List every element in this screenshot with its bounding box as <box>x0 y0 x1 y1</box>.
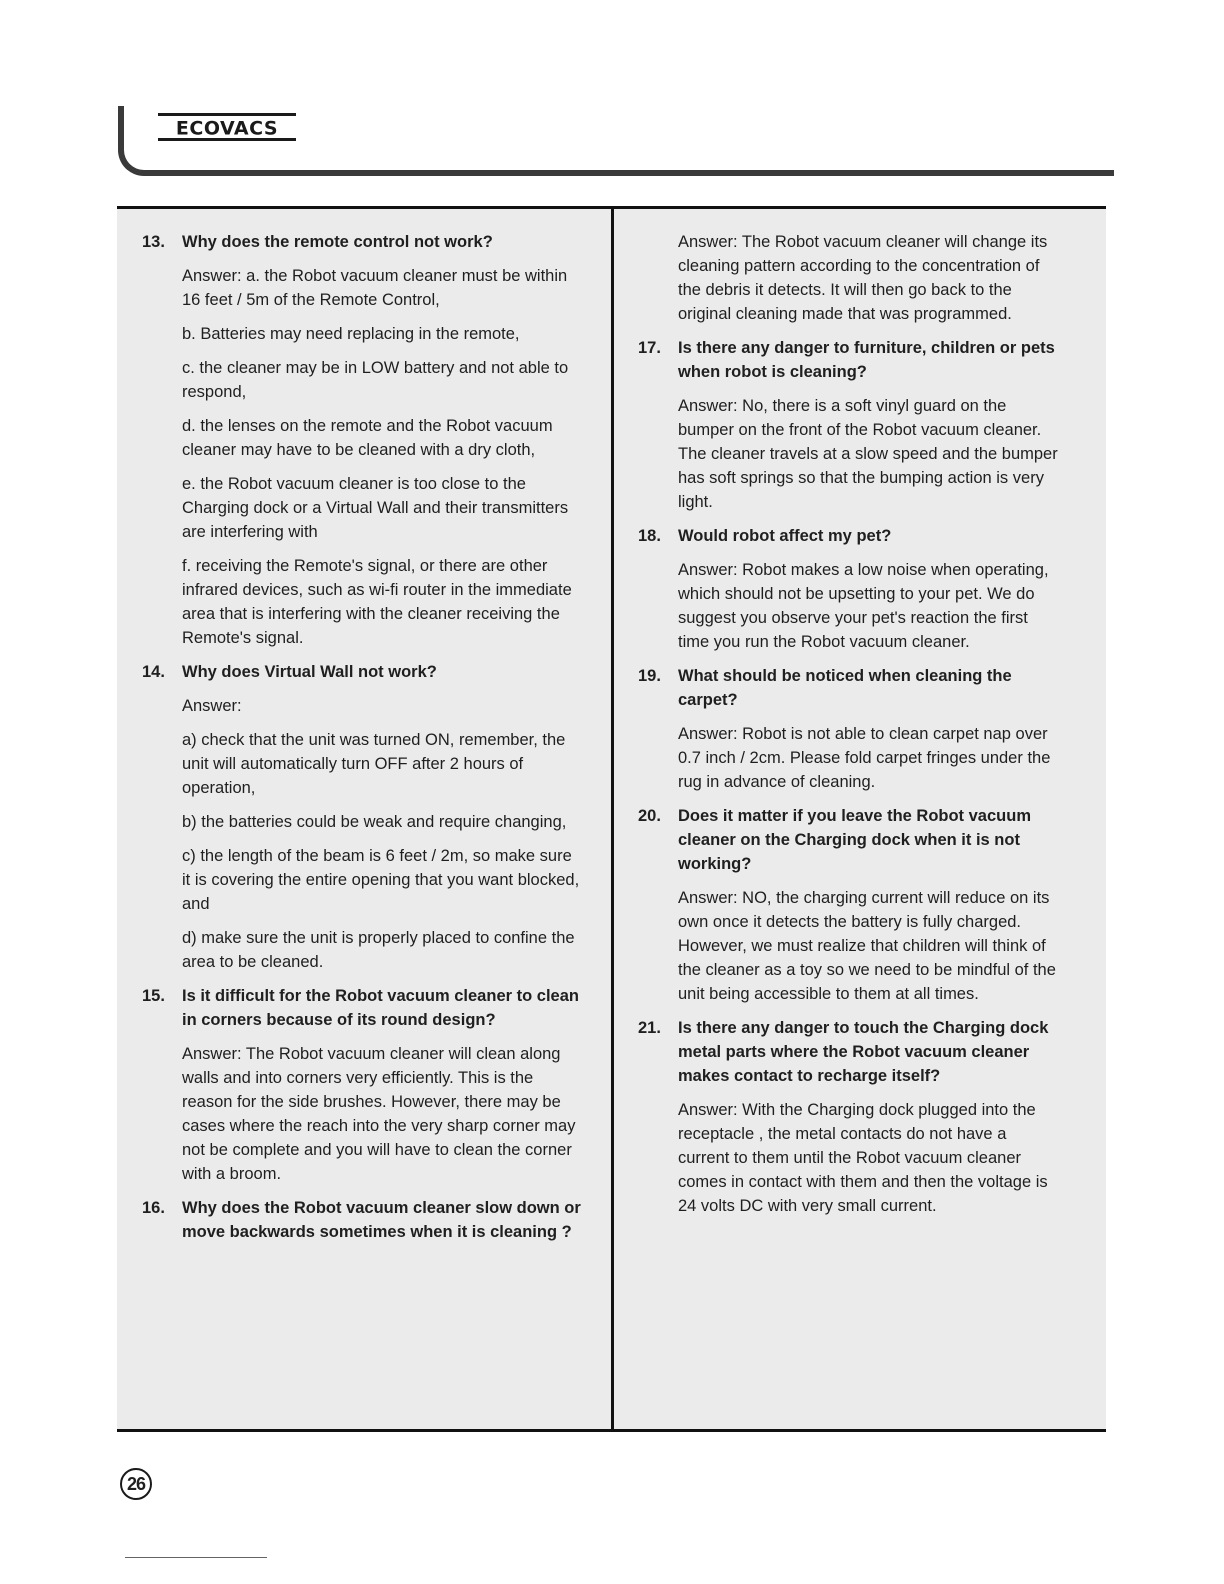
answer-paragraph: d. the lenses on the remote and the Robot vacuum cleaner may have to be cleaned with a dry cloth, <box>182 417 553 459</box>
answer-paragraph: Answer: <box>182 697 242 715</box>
answer-paragraph: e. the Robot vacuum cleaner is too close to the Charging dock or a Virtual Wall and their transmitters are interfering with <box>182 475 569 541</box>
answer-paragraph: c. the cleaner may be in LOW battery and not able to respond, <box>182 359 569 401</box>
answer-paragraph: Answer: The Robot vacuum cleaner will clean along walls and into corners very efficiently. This is the reason for the side brushes. However, there may be cases where the reach into the very sharp corner may not be complete and you will have to clean the corner with a broom. <box>182 1045 576 1183</box>
svg-text:ECOVACS: ECOVACS <box>175 117 279 140</box>
answer-paragraph: f. receiving the Remote's signal, or there are other infrared devices, such as wi-fi router in the immediate area that is interfering with the cleaner receiving the Remote's signal. <box>182 557 572 647</box>
answer-paragraph: d) make sure the unit is properly placed to confine the area to be cleaned. <box>182 929 575 971</box>
question-number: 18. <box>638 527 661 545</box>
question-text: Why does the Robot vacuum cleaner slow down or move backwards sometimes when it is cleaning ? <box>182 1199 581 1241</box>
answer-19 <box>678 722 1058 794</box>
answer-paragraph: Answer: Robot makes a low noise when operating, which should not be upsetting to your pet. We do suggest you observe your pet's reaction the first time you run the Robot vacuum cleaner. <box>678 561 1049 651</box>
question-text: Is there any danger to touch the Charging dock metal parts where the Robot vacuum cleaner makes contact to recharge itself? <box>678 1019 1049 1085</box>
answer-20 <box>678 886 1058 1006</box>
column-divider <box>611 206 614 1432</box>
question-text: Is it difficult for the Robot vacuum cleaner to clean in corners because of its round design? <box>182 987 579 1029</box>
question-text: Why does the remote control not work? <box>182 233 493 251</box>
answer-paragraph: Answer: No, there is a soft vinyl guard on the bumper on the front of the Robot vacuum cleaner. The cleaner travels at a slow speed and the bumper has soft springs so that the bumping action is very light. <box>678 397 1058 511</box>
faq-right-column <box>638 230 1058 1228</box>
answer-paragraph: c) the length of the beam is 6 feet / 2m, so make sure it is covering the entire opening that you want blocked, and <box>182 847 580 913</box>
question-14 <box>142 660 582 684</box>
answer-paragraph: Answer: a. the Robot vacuum cleaner must be within 16 feet / 5m of the Remote Control, <box>182 267 568 309</box>
question-number: 14. <box>142 663 165 681</box>
question-19 <box>638 664 1058 712</box>
question-17 <box>638 336 1058 384</box>
answer-paragraph: b. Batteries may need replacing in the remote, <box>182 325 520 343</box>
answer-paragraph: Answer: Robot is not able to clean carpet nap over 0.7 inch / 2cm. Please fold carpet fringes under the rug in advance of cleaning. <box>678 725 1051 791</box>
page-number: 26 <box>120 1468 152 1500</box>
question-number: 15. <box>142 987 165 1005</box>
answer-16: Answer: The Robot vacuum cleaner will change its cleaning pattern according to the concentration of the debris it detects. It will then go back to the original cleaning made that was programmed. <box>678 233 1048 323</box>
question-number: 16. <box>142 1199 165 1217</box>
answer-paragraph: Answer: NO, the charging current will reduce on its own once it detects the battery is fully charged. However, we must realize that children will think of the cleaner as a toy so we need to be mindful of the unit being accessible to them at all times. <box>678 889 1056 1003</box>
question-text: What should be noticed when cleaning the carpet? <box>678 667 1012 709</box>
question-text: Does it matter if you leave the Robot vacuum cleaner on the Charging dock when it is not working? <box>678 807 1031 873</box>
question-21 <box>638 1016 1058 1088</box>
question-16 <box>142 1196 582 1244</box>
question-text: Why does Virtual Wall not work? <box>182 663 437 681</box>
question-number: 21. <box>638 1019 661 1037</box>
question-13 <box>142 230 582 254</box>
answer-14 <box>182 694 582 974</box>
question-number: 20. <box>638 807 661 825</box>
question-text: Is there any danger to furniture, children or pets when robot is cleaning? <box>678 339 1055 381</box>
question-15 <box>142 984 582 1032</box>
faq-left-column <box>142 230 582 1254</box>
answer-18 <box>678 558 1058 654</box>
answer-17 <box>678 394 1058 514</box>
question-20 <box>638 804 1058 876</box>
question-text: Would robot affect my pet? <box>678 527 892 545</box>
answer-13 <box>182 264 582 650</box>
answer-21 <box>678 1098 1058 1218</box>
question-number: 19. <box>638 667 661 685</box>
question-number: 17. <box>638 339 661 357</box>
answer-paragraph: Answer: With the Charging dock plugged into the receptacle , the metal contacts do not have a current to them until the Robot vacuum cleaner comes in contact with them and then the voltage is 24 volts DC with very small current. <box>678 1101 1048 1215</box>
ecovacs-logo <box>158 113 296 143</box>
footer-line <box>125 1557 267 1558</box>
question-18 <box>638 524 1058 548</box>
answer-paragraph: a) check that the unit was turned ON, remember, the unit will automatically turn OFF after 2 hours of operation, <box>182 731 566 797</box>
answer-paragraph: b) the batteries could be weak and require changing, <box>182 813 567 831</box>
answer-15 <box>182 1042 582 1186</box>
question-number: 13. <box>142 233 165 251</box>
